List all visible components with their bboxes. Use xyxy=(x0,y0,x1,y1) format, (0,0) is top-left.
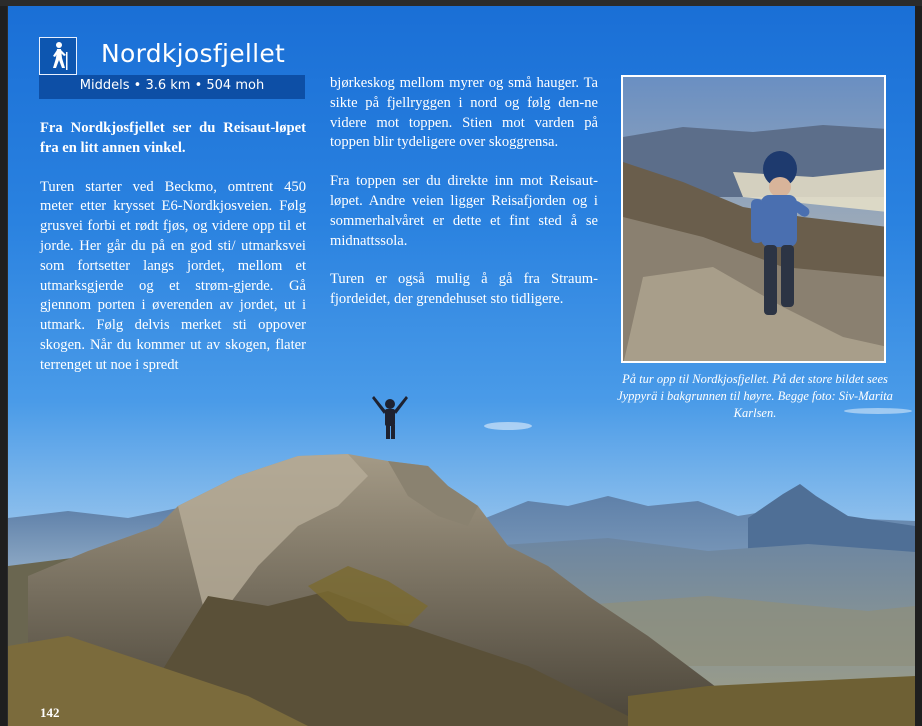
right-book-edge xyxy=(915,6,922,726)
text-column-2 xyxy=(330,74,598,310)
text-column-1 xyxy=(40,119,306,376)
page-title: Nordkjosfjellet xyxy=(101,39,286,68)
body-paragraph: Turen er også mulig å gå fra Straum-fjordeidet, der grendehuset sto tidligere. xyxy=(330,271,598,308)
trail-title-box xyxy=(39,37,305,99)
child-hiking-photo xyxy=(621,75,886,363)
page-number: 142 xyxy=(40,705,60,720)
photo-caption: På tur opp til Nordkjosfjellet. På det store bildet sees Jyppyrä i bakgrunnen til høyre. Begge foto: Siv-Marita Karlsen. xyxy=(617,372,893,420)
body-paragraph: Turen starter ved Beckmo, omtrent 450 meter etter krysset E6-Nordkjosveien. Følg grusvei forbi et rødt fjøs, og videre opp til et jorde. Her går du på en god sti/ utmarksvei som fortsetter langs jordet, mellom et utmarksgjerde og et strøm-gjerde. Gå gjennom porten i øverenden av jordet, ut i utmark. Følg delvis merket sti oppover skogen. Når du kommer ut av skogen, flater terrenget ut noe i spredt xyxy=(40,178,306,373)
trail-meta: Middels • 3.6 km • 504 moh xyxy=(79,78,265,93)
hiker-icon xyxy=(39,37,77,75)
trail-meta-bar xyxy=(39,75,305,99)
book-page xyxy=(8,6,915,726)
body-paragraph: Fra toppen ser du direkte inn mot Reisaut-løpet. Andre veien ligger Reisafjorden og i sommerhalvåret er dette et fint sted å se midnattssola. xyxy=(330,173,598,249)
intro-paragraph: Fra Nordkjosfjellet ser du Reisaut-løpet fra en litt annen vinkel. xyxy=(40,120,306,156)
hiker-figure xyxy=(372,396,408,439)
left-book-edge xyxy=(0,6,7,726)
body-paragraph: bjørkeskog mellom myrer og små hauger. Ta sikte på fjellryggen i nord og følg den-ne videre mot toppen. Stien mot varden på toppen blir tydeligere over skoggrensa. xyxy=(330,75,598,151)
